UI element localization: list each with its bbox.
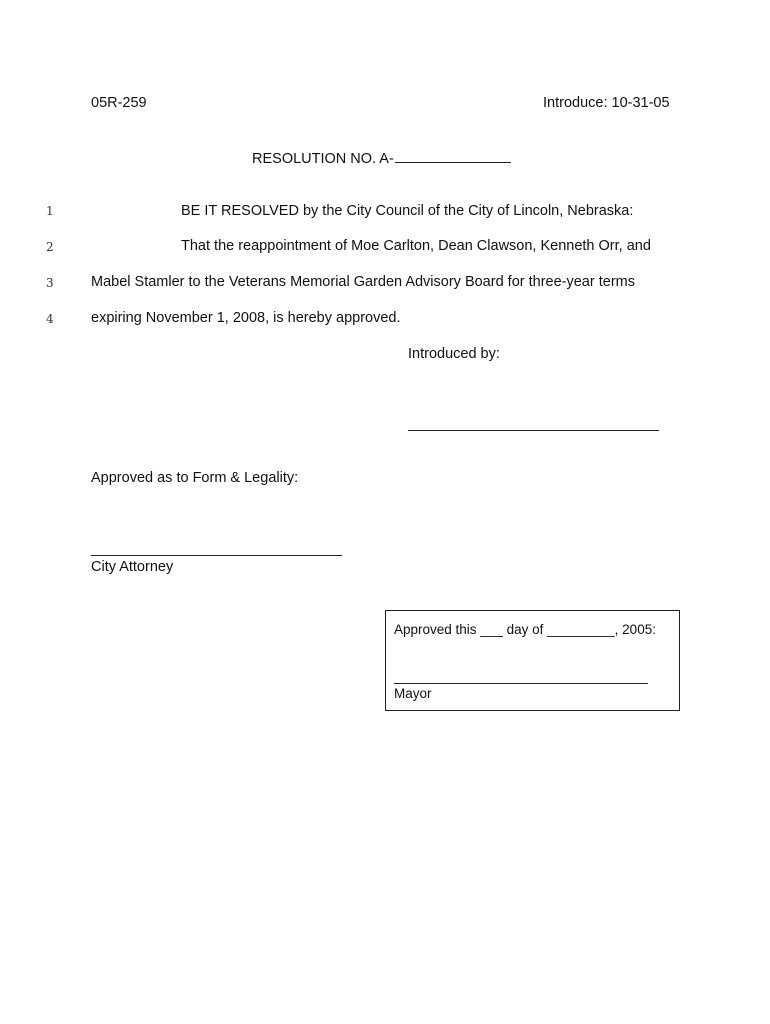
approved-this-text: Approved this ___ day of _________, 2005: <box>394 622 656 637</box>
attorney-signature-line <box>91 555 342 556</box>
line-number-1: 1 <box>46 204 54 218</box>
city-attorney-label: City Attorney <box>91 559 174 575</box>
body-line-1: BE IT RESOLVED by the City Council of the City of Lincoln, Nebraska: <box>181 203 634 219</box>
document-number: 05R-259 <box>91 95 147 111</box>
body-line-4: expiring November 1, 2008, is hereby approved. <box>91 310 401 326</box>
resolution-number-blank <box>395 148 511 163</box>
mayor-label: Mayor <box>394 686 432 701</box>
mayor-signature-line <box>394 683 648 684</box>
introduce-date: Introduce: 10-31-05 <box>543 95 670 111</box>
resolution-title <box>252 148 511 168</box>
line-number-3: 3 <box>46 276 54 290</box>
approved-form-label: Approved as to Form & Legality: <box>91 470 299 486</box>
body-line-3: Mabel Stamler to the Veterans Memorial Garden Advisory Board for three-year terms <box>91 274 635 290</box>
mayor-approval-box <box>385 610 680 711</box>
introducer-signature-line <box>408 430 659 431</box>
body-line-2: That the reappointment of Moe Carlton, Dean Clawson, Kenneth Orr, and <box>181 238 651 254</box>
line-number-2: 2 <box>46 240 54 254</box>
introduced-by-label: Introduced by: <box>408 346 500 362</box>
line-number-4: 4 <box>46 312 54 326</box>
resolution-title-text: RESOLUTION NO. A- <box>252 151 394 167</box>
